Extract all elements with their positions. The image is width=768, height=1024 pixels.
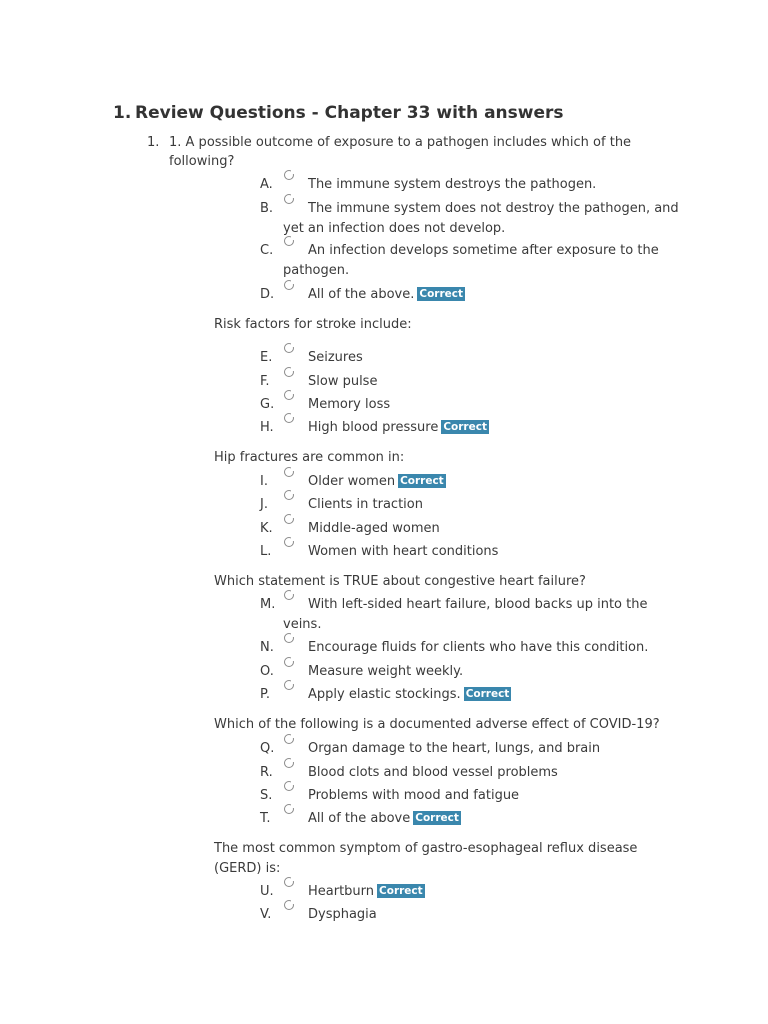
correct-badge: Correct bbox=[400, 475, 444, 487]
option-text: Middle-aged women bbox=[308, 521, 440, 536]
answer-option-u[interactable] bbox=[260, 882, 680, 902]
radio-button[interactable] bbox=[284, 900, 294, 910]
page-title bbox=[113, 101, 564, 125]
option-text: The immune system destroys the pathogen. bbox=[308, 177, 597, 192]
option-letter: P. bbox=[260, 687, 270, 702]
correct-badge: Correct bbox=[415, 812, 459, 824]
question-5-text: Which of the following is a documented adverse effect of COVID-19? bbox=[214, 717, 660, 732]
answer-option-j[interactable] bbox=[260, 495, 680, 515]
answer-option-b[interactable] bbox=[260, 199, 680, 238]
radio-button[interactable] bbox=[284, 590, 294, 600]
option-letter: T. bbox=[260, 811, 271, 826]
option-letter: K. bbox=[260, 521, 273, 536]
radio-button[interactable] bbox=[284, 537, 294, 547]
option-letter: D. bbox=[260, 287, 275, 302]
option-text: Memory loss bbox=[308, 397, 391, 412]
question-1 bbox=[147, 133, 657, 171]
option-letter: S. bbox=[260, 788, 273, 803]
radio-button[interactable] bbox=[284, 633, 294, 643]
option-text: Measure weight weekly. bbox=[308, 664, 464, 679]
answer-option-q[interactable] bbox=[260, 739, 680, 759]
radio-button[interactable] bbox=[284, 758, 294, 768]
answer-option-p[interactable] bbox=[260, 685, 680, 705]
option-text: The immune system does not destroy the pathogen, and yet an infection does not develop. bbox=[283, 201, 679, 236]
answer-option-i[interactable] bbox=[260, 472, 680, 492]
answer-option-d[interactable] bbox=[260, 285, 680, 305]
answer-option-s[interactable] bbox=[260, 786, 680, 806]
option-letter: Q. bbox=[260, 741, 275, 756]
radio-button[interactable] bbox=[284, 781, 294, 791]
option-text: All of the above. bbox=[308, 287, 415, 302]
option-letter: J. bbox=[260, 497, 268, 512]
option-text: With left-sided heart failure, blood backs up into the veins. bbox=[283, 597, 648, 632]
radio-button[interactable] bbox=[284, 734, 294, 744]
option-text: All of the above bbox=[308, 811, 411, 826]
radio-button[interactable] bbox=[284, 680, 294, 690]
option-letter: F. bbox=[260, 374, 270, 389]
radio-button[interactable] bbox=[284, 657, 294, 667]
option-text: Women with heart conditions bbox=[308, 544, 499, 559]
answer-option-e[interactable] bbox=[260, 348, 680, 368]
question-6-text: The most common symptom of gastro-esophageal reflux disease (GERD) is: bbox=[214, 841, 638, 876]
answer-option-a[interactable] bbox=[260, 175, 680, 195]
answer-option-k[interactable] bbox=[260, 519, 680, 539]
option-letter: M. bbox=[260, 597, 276, 612]
option-letter: V. bbox=[260, 907, 272, 922]
page-title-text: Review Questions - Chapter 33 with answers bbox=[135, 103, 564, 123]
answer-option-t[interactable] bbox=[260, 809, 680, 829]
option-text: Clients in traction bbox=[308, 497, 423, 512]
answer-option-f[interactable] bbox=[260, 372, 680, 392]
question-text: 1. A possible outcome of exposure to a pathogen includes which of the following? bbox=[169, 135, 632, 169]
option-text: Encourage fluids for clients who have this condition. bbox=[308, 640, 649, 655]
option-text: Seizures bbox=[308, 350, 363, 365]
option-text: Older women bbox=[308, 474, 396, 489]
option-text: Apply elastic stockings. bbox=[308, 687, 461, 702]
option-text: Heartburn bbox=[308, 884, 375, 899]
option-letter: H. bbox=[260, 420, 274, 435]
option-text: Slow pulse bbox=[308, 374, 378, 389]
option-text: Problems with mood and fatigue bbox=[308, 788, 520, 803]
answer-option-g[interactable] bbox=[260, 395, 680, 415]
radio-button[interactable] bbox=[284, 514, 294, 524]
option-letter: L. bbox=[260, 544, 272, 559]
option-letter: A. bbox=[260, 177, 273, 192]
option-text: High blood pressure bbox=[308, 420, 439, 435]
option-letter: C. bbox=[260, 243, 274, 258]
option-text: Dysphagia bbox=[308, 907, 377, 922]
option-text: Blood clots and blood vessel problems bbox=[308, 765, 558, 780]
option-letter: O. bbox=[260, 664, 274, 679]
option-letter: B. bbox=[260, 201, 274, 216]
correct-badge: Correct bbox=[465, 688, 510, 700]
radio-button[interactable] bbox=[284, 467, 294, 477]
option-letter: I. bbox=[260, 474, 268, 489]
option-letter: U. bbox=[260, 884, 274, 899]
radio-button[interactable] bbox=[284, 280, 294, 290]
radio-button[interactable] bbox=[284, 194, 294, 204]
radio-button[interactable] bbox=[284, 343, 294, 353]
page-title-number: 1. bbox=[113, 103, 132, 123]
option-letter: R. bbox=[260, 765, 273, 780]
option-letter: G. bbox=[260, 397, 275, 412]
option-letter: E. bbox=[260, 350, 273, 365]
radio-button[interactable] bbox=[284, 170, 294, 180]
answer-option-r[interactable] bbox=[260, 763, 680, 783]
radio-button[interactable] bbox=[284, 367, 294, 377]
question-number: 1. bbox=[147, 135, 160, 150]
answer-option-l[interactable] bbox=[260, 542, 680, 562]
answer-option-v[interactable] bbox=[260, 905, 680, 925]
question-2-text: Risk factors for stroke include: bbox=[214, 317, 412, 332]
answer-option-m[interactable] bbox=[260, 595, 680, 634]
option-text: Organ damage to the heart, lungs, and brain bbox=[308, 741, 601, 756]
radio-button[interactable] bbox=[284, 390, 294, 400]
question-4-text: Which statement is TRUE about congestive heart failure? bbox=[214, 574, 586, 589]
correct-badge: Correct bbox=[379, 885, 423, 897]
answer-option-n[interactable] bbox=[260, 638, 680, 658]
correct-badge: Correct bbox=[419, 288, 464, 300]
radio-button[interactable] bbox=[284, 236, 294, 246]
answer-option-o[interactable] bbox=[260, 662, 680, 682]
answer-option-h[interactable] bbox=[260, 418, 680, 438]
radio-button[interactable] bbox=[284, 877, 294, 887]
radio-button[interactable] bbox=[284, 413, 294, 423]
correct-badge: Correct bbox=[443, 421, 487, 433]
answer-option-c[interactable] bbox=[260, 241, 680, 280]
option-letter: N. bbox=[260, 640, 274, 655]
radio-button[interactable] bbox=[284, 804, 294, 814]
question-3-text: Hip fractures are common in: bbox=[214, 450, 405, 465]
option-text: An infection develops sometime after exposure to the pathogen. bbox=[283, 243, 659, 278]
radio-button[interactable] bbox=[284, 490, 294, 500]
